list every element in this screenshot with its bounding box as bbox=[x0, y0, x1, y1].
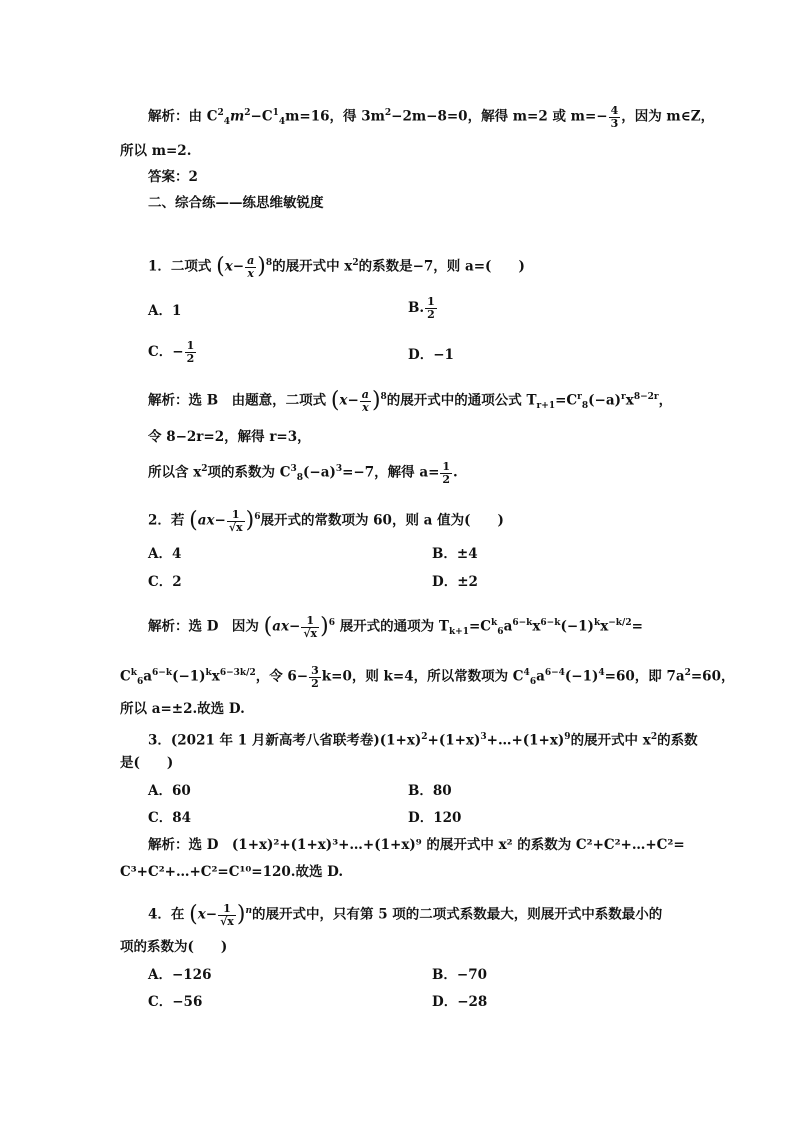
question-1-option-d[interactable]: D．−1 bbox=[408, 347, 454, 363]
question-3-option-d[interactable]: D．120 bbox=[408, 810, 462, 826]
question-2-solution-line-1: 解析：选 D 因为 (ax− $\frac{1}{√x}$ )$^6$ 展开式的通项为 $T_{k+1}=C^k_6a^{6-k}x^{6-k}(-1)^kx^{-k/2}=$ bbox=[148, 613, 643, 640]
question-3-stem: 3．(2021 年 1 月新高考八省联考卷)$(1+x)^2+(1+x)^3+\dots+(1+x)^9$的展开式中 $x^2$的系数 bbox=[148, 732, 698, 749]
question-2-option-d[interactable]: D．±2 bbox=[432, 574, 478, 590]
question-2-option-b[interactable]: B．±4 bbox=[432, 546, 478, 562]
top-solution-line-2: 所以 m=2. bbox=[120, 143, 192, 159]
question-1-option-a[interactable]: A．1 bbox=[148, 303, 182, 319]
question-3-stem-line-2: 是( ) bbox=[120, 755, 174, 771]
answer-line: 答案：2 bbox=[148, 169, 198, 185]
question-1-option-c[interactable]: C．− $\frac{1}{2}$ bbox=[148, 339, 195, 365]
question-2-option-a[interactable]: A．4 bbox=[148, 546, 182, 562]
question-1-solution-line-1: 解析：选 B 由题意，二项式 (x− $\frac{a}{x}$ )$^8$的展开式中的通项公式 $T_{r+1}=C^r_8(-a)^rx^{8-2r}$， bbox=[148, 387, 673, 414]
question-2-solution-line-3: 所以 a=±2.故选 D. bbox=[120, 701, 245, 717]
question-1-solution-line-2: 令 8−2r=2，解得 r=3， bbox=[148, 429, 311, 445]
question-4-stem-line-2: 项的系数为( ) bbox=[120, 939, 228, 955]
question-3-solution-line-2: C³+C²+…+C²=C¹⁰=120.故选 D. bbox=[120, 864, 344, 880]
section-title: 二、综合练——练思维敏锐度 bbox=[148, 195, 324, 211]
question-3-solution-line-1: 解析：选 D (1+x)²+(1+x)³+…+(1+x)⁹ 的展开式中 x² 的系数为 C²+C²+…+C²= bbox=[148, 837, 685, 853]
question-1-option-b[interactable]: B. $\frac{1}{2}$ bbox=[408, 295, 435, 321]
question-4-option-b[interactable]: B．−70 bbox=[432, 967, 488, 983]
question-3-option-a[interactable]: A．60 bbox=[148, 783, 191, 799]
question-2-option-c[interactable]: C．2 bbox=[148, 574, 182, 590]
question-4-option-c[interactable]: C．−56 bbox=[148, 994, 203, 1010]
question-2-solution-line-2: $C^k_6a^{6-k}(-1)^kx^{6-3k/2}$，令 6− $\frac{3}{2}$ k=0，则 k=4，所以常数项为 $C^4_6a^{6-4}(-1)^4=60$，即 $7a^2=60$， bbox=[120, 663, 735, 690]
question-2-stem: 2．若 (ax− $\frac{1}{√x}$ )$^6$展开式的常数项为 60，则 a 值为( ) bbox=[148, 507, 504, 534]
question-3-option-c[interactable]: C．84 bbox=[148, 810, 192, 826]
question-4-option-a[interactable]: A．−126 bbox=[148, 967, 212, 983]
question-1-stem: 1．二项式 (x− $\frac{a}{x}$ )$^8$的展开式中 $x^2$的系数是−7，则 a=( ) bbox=[148, 253, 525, 280]
fraction: $\frac{4}{3}$ bbox=[610, 103, 619, 130]
question-3-option-b[interactable]: B．80 bbox=[408, 783, 452, 799]
question-4-option-d[interactable]: D．−28 bbox=[432, 994, 488, 1010]
question-1-solution-line-3: 所以含 $x^2$项的系数为 $C^3_8(-a)^3=-7$，解得 a= $\frac{1}{2}$ . bbox=[148, 459, 458, 486]
question-4-stem: 4．在 (x− $\frac{1}{√x}$ )$^n$的展开式中，只有第 5 项的二项式系数最大，则展开式中系数最小的 bbox=[148, 901, 663, 928]
top-solution-line-1: 解析：由 $C^2_4m^2-C^1_4m=16$，得 $3m^2-2m-8=0$，解得 m=2 或 m=− $\frac{4}{3}$ ，因为 m∈Z， bbox=[148, 103, 715, 130]
